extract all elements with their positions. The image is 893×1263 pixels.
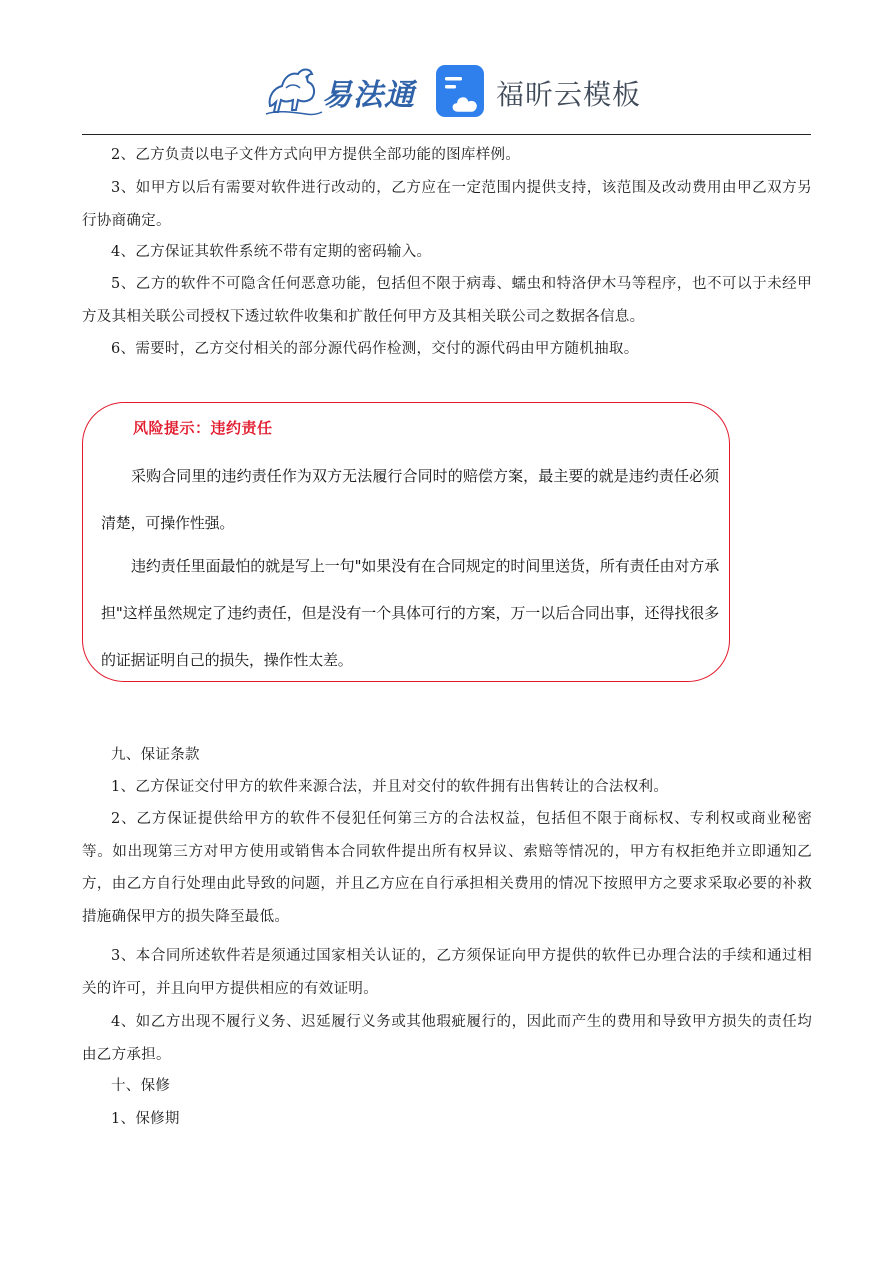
clause-9-4: 4、如乙方出现不履行义务、迟延履行义务或其他瑕疵履行的，因此而产生的费用和导致甲方损失的责任均由乙方承担。 [82,1014,812,1063]
qilin-icon [262,62,324,120]
section-9-heading: 九、保证条款 [111,747,200,763]
risk-warning-paragraph-1: 采购合同里的违约责任作为双方无法履行合同时的赔偿方案，最主要的就是违约责任必须清楚，可操作性强。 [101,467,719,532]
yifatong-logo [262,62,415,120]
risk-warning-box [82,402,730,682]
risk-warning-title: 风险提示：违约责任 [133,419,273,437]
clause-10-1: 1、保修期 [111,1111,180,1127]
page-header [0,0,893,128]
cloud-document-icon [436,65,488,117]
fuxin-cloud-logo [436,65,646,121]
brand-name-yifatong: 易法通 [322,78,415,113]
brand-name-fuxin: 福昕云模板 [496,78,642,111]
clause-8-5: 5、乙方的软件不可隐含任何恶意功能，包括但不限于病毒、蠕虫和特洛伊木马等程序，也不可以于未经甲方及其相关联公司授权下透过软件收集和扩散任何甲方及其相关联公司之数据各信息。 [82,276,812,325]
clause-9-1: 1、乙方保证交付甲方的软件来源合法，并且对交付的软件拥有出售转让的合法权利。 [111,779,669,795]
section-10-heading: 十、保修 [111,1078,171,1094]
risk-warning-paragraph-2: 违约责任里面最怕的就是写上一句"如果没有在合同规定的时间里送货，所有责任由对方承担"这样虽然规定了违约责任，但是没有一个具体可行的方案，万一以后合同出事，还得找很多的证据证明自己的损失，操作性太差。 [101,557,719,669]
clause-8-2: 2、乙方负责以电子文件方式向甲方提供全部功能的图库样例。 [111,147,521,163]
clause-9-3: 3、本合同所述软件若是须通过国家相关认证的，乙方须保证向甲方提供的软件已办理合法的手续和通过相关的许可，并且向甲方提供相应的有效证明。 [82,948,812,997]
clause-9-2: 2、乙方保证提供给甲方的软件不侵犯任何第三方的合法权益，包括但不限于商标权、专利权或商业秘密等。如出现第三方对甲方使用或销售本合同软件提出所有权异议、索赔等情况的，甲方有权拒绝并立即通知乙方，由乙方自行处理由此导致的问题，并且乙方应在自行承担相关费用的情况下按照甲方之要求采取必要的补救措施确保甲方的损失降至最低。 [82,811,812,925]
clause-8-3: 3、如甲方以后有需要对软件进行改动的，乙方应在一定范围内提供支持，该范围及改动费用由甲乙双方另行协商确定。 [82,180,812,229]
header-divider [82,134,811,135]
clause-8-4: 4、乙方保证其软件系统不带有定期的密码输入。 [111,244,432,260]
clause-8-6: 6、需要时，乙方交付相关的部分源代码作检测，交付的源代码由甲方随机抽取。 [111,341,639,357]
